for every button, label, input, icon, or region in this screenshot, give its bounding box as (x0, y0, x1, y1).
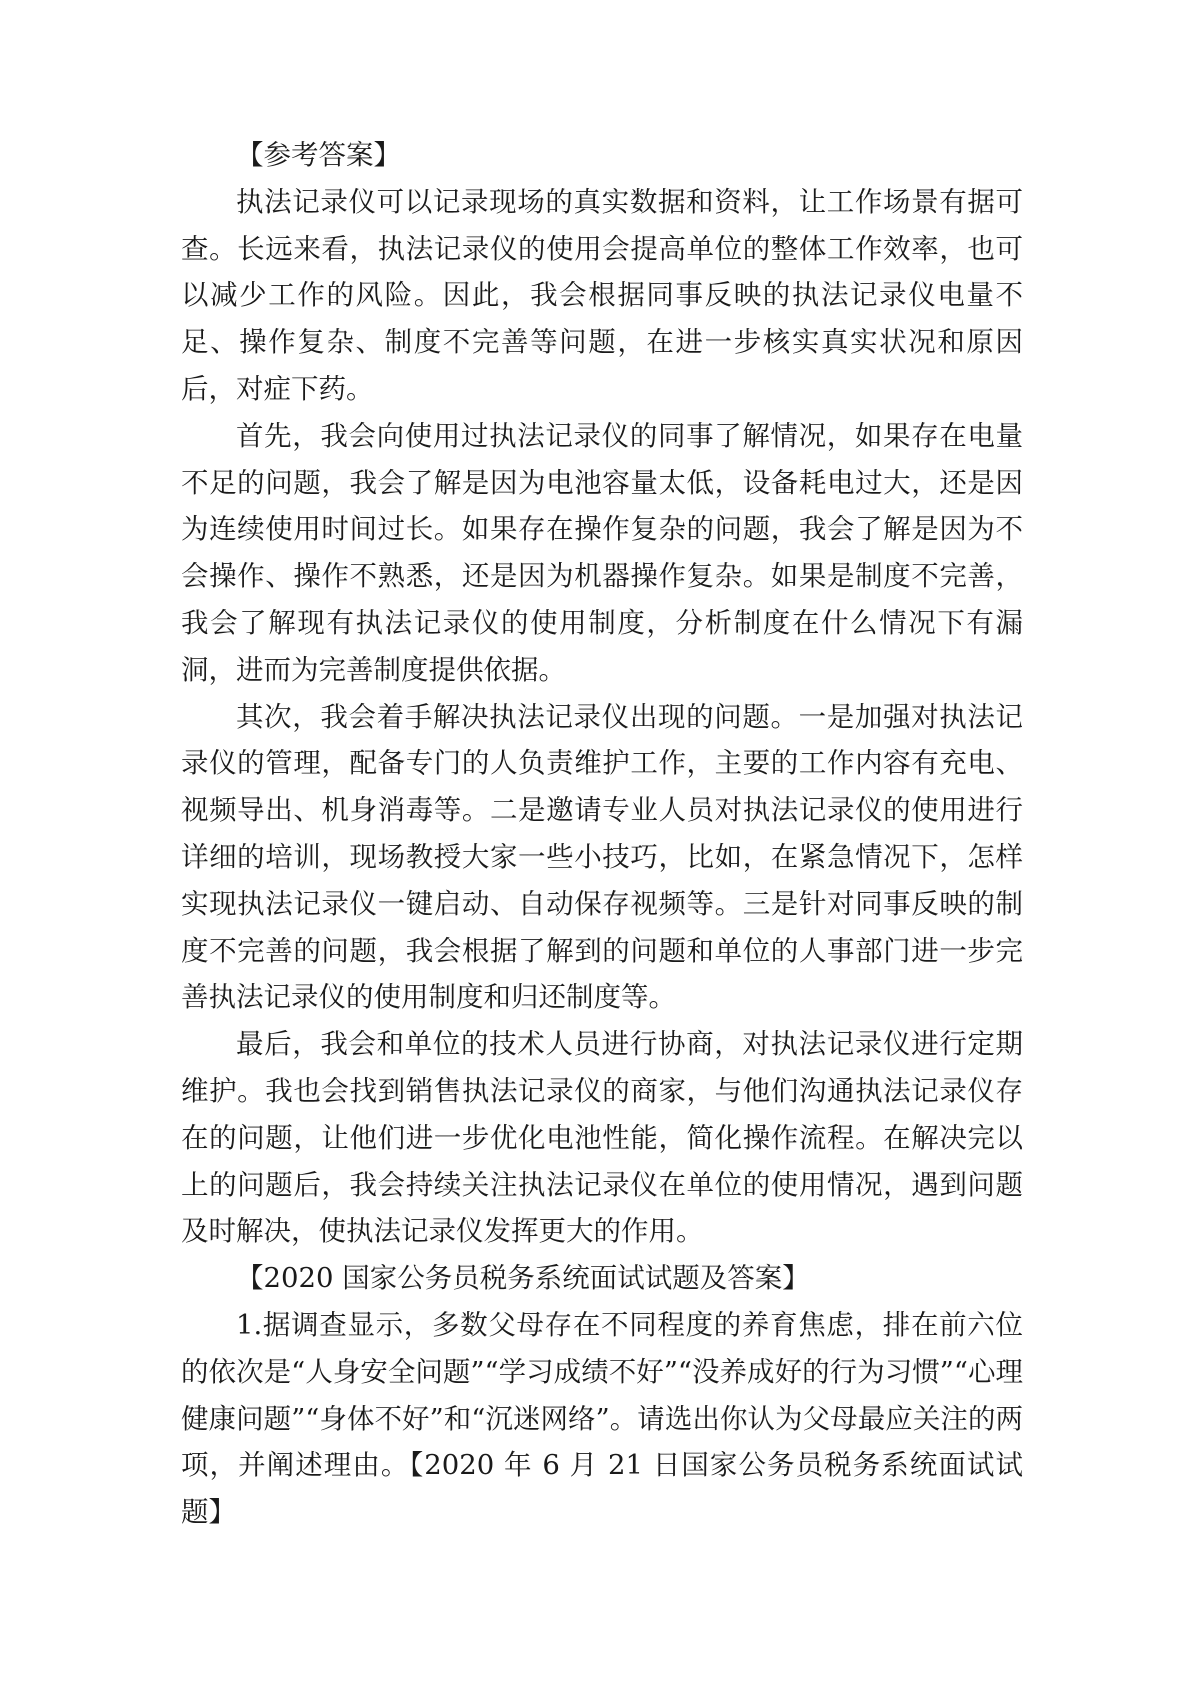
document-body (181, 132, 1023, 1536)
answer-paragraph-intro: 执法记录仪可以记录现场的真实数据和资料，让工作场景有据可查。长远来看，执法记录仪的使用会提高单位的整体工作效率，也可以减少工作的风险。因此，我会根据同事反映的执法记录仪电量不足、操作复杂、制度不完善等问题，在进一步核实真实状况和原因后，对症下药。 (181, 185, 1023, 405)
answer-paragraph-last: 最后，我会和单位的技术人员进行协商，对执法记录仪进行定期维护。我也会找到销售执法记录仪的商家，与他们沟通执法记录仪存在的问题，让他们进一步优化电池性能，简化操作流程。在解决完以上的问题后，我会持续关注执法记录仪在单位的使用情况，遇到问题及时解决，使执法记录仪发挥更大的作用。 (181, 1028, 1023, 1248)
answer-paragraph-first: 首先，我会向使用过执法记录仪的同事了解情况，如果存在电量不足的问题，我会了解是因为电池容量太低，设备耗电过大，还是因为连续使用时间过长。如果存在操作复杂的问题，我会了解是因为不会操作、操作不熟悉，还是因为机器操作复杂。如果是制度不完善，我会了解现有执法记录仪的使用制度，分析制度在什么情况下有漏洞，进而为完善制度提供依据。 (181, 419, 1023, 686)
answer-heading: 【参考答案】 (236, 139, 401, 171)
answer-paragraph-second: 其次，我会着手解决执法记录仪出现的问题。一是加强对执法记录仪的管理，配备专门的人负责维护工作，主要的工作内容有充电、视频导出、机身消毒等。二是邀请专业人员对执法记录仪的使用进行详细的培训，现场教授大家一些小技巧，比如，在紧急情况下，怎样实现执法记录仪一键启动、自动保存视频等。三是针对同事反映的制度不完善的问题，我会根据了解到的问题和单位的人事部门进一步完善执法记录仪的使用制度和归还制度等。 (181, 700, 1023, 1014)
section-heading: 【2020 国家公务员税务系统面试试题及答案】 (236, 1262, 810, 1295)
question-paragraph: 1.据调查显示，多数父母存在不同程度的养育焦虑，排在前六位的依次是“人身安全问题”“学习成绩不好”“没养成好的行为习惯”“心理健康问题”“身体不好”和“沉迷网络”。请选出你认为父母最应关注的两项，并阐述理由。【2020 年 6 月 21 日国家公务员税务系统面试试题】 (181, 1308, 1023, 1529)
